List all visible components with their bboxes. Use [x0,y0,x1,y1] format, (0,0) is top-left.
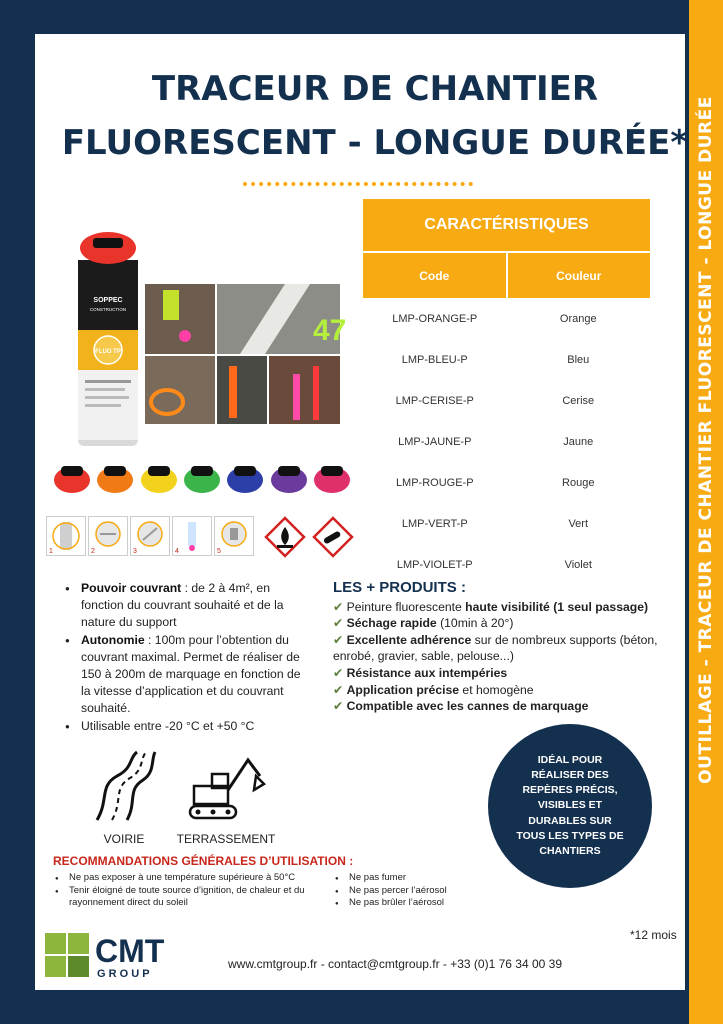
advantage-highlight: Résistance aux intempéries [346,665,508,680]
usage-label-road: VOIRIE [103,832,145,846]
list-item: ● Ne pas exposer à une température supérieure à 50°C [53,872,311,885]
check-icon: ✔ [333,665,344,680]
excavator-icon [186,750,266,822]
recommendations-right [333,872,447,910]
check-icon: ✔ [333,616,344,631]
list-item [333,682,673,699]
cap-blue [226,460,264,494]
check-icon: ✔ [333,699,344,714]
usage-road [69,750,179,846]
usage-steps [46,516,256,556]
svg-text:2: 2 [91,548,95,555]
recommendations-title: RECOMMANDATIONS GÉNÉRALES D’UTILISATION : [53,854,354,868]
can-brand-sub: CONSTRUCTION [89,307,127,312]
title-line-1: TRACEUR DE CHANTIER [151,69,599,109]
application-photos [145,284,347,424]
list-item [333,698,673,715]
product-advantages [333,580,673,715]
list-item [333,665,673,682]
code-cell: LMP-BLEU-P [401,353,468,366]
svg-text:47: 47 [313,314,347,347]
side-band-label: OUTILLAGE - TRACEUR DE CHANTIER FLUORESCENT - LONGUE DURÉE [696,96,716,784]
advantage-text: (10min à 20°) [436,616,514,631]
list-item [63,718,303,735]
gas-cylinder-icon [313,517,353,557]
cap-yellow [140,460,178,494]
hazard-pictograms [265,517,353,557]
feature-text: : de 2 à 4m², en fonction du couvrant souhaité et de la nature du support [81,581,284,630]
step-1-icon [46,516,86,556]
advantage-text: et homogène [459,682,534,697]
advantage-highlight: Excellente adhérence [346,632,472,647]
step-5-icon [214,516,254,556]
step-4-icon [172,516,212,556]
usage-label-earthworks: TERRASSEMENT [176,832,276,846]
recommendations-left [53,872,311,910]
code-cell: LMP-ORANGE-P [392,312,478,325]
list-item: ● Ne pas percer l’aérosol [333,885,447,898]
feature-list [63,580,303,735]
title-divider [243,182,473,186]
advantage-highlight: haute visibilité (1 seul passage) [465,599,649,614]
list-item [333,599,673,616]
footnote: *12 mois [630,928,677,942]
ideal-for-badge [488,724,652,888]
list-item [63,632,303,718]
list-item [333,615,673,632]
list-item: ● Tenir éloigné de toute source d’ignition, de chaleur et du rayonnement direct du soleil [53,885,311,910]
list-item: ● Ne pas brûler l’aérosol [333,897,447,910]
advantage-highlight: Application précise [346,682,460,697]
feature-title: Pouvoir couvrant [81,581,182,595]
check-icon: ✔ [333,632,344,647]
table-row [363,298,650,339]
step-2-icon [88,516,128,556]
cap-green [183,460,221,494]
advantage-highlight: Séchage rapide [346,616,437,631]
list-item: ● Ne pas fumer [333,872,447,885]
cap-violet [270,460,308,494]
title-line-2: FLUORESCENT - LONGUE DURÉE* [61,123,689,163]
code-cell: LMP-ROUGE-P [395,476,474,489]
color-cell: Orange [559,312,597,325]
cap-cerise [313,460,351,494]
cap-red [53,460,91,494]
can-product-name: FLUO TP [95,349,121,355]
table-header-row [363,253,650,298]
color-cell: Rouge [562,476,595,489]
check-icon: ✔ [333,599,344,614]
code-cell: LMP-VIOLET-P [396,558,473,571]
can-brand: SOPPEC [93,297,123,304]
color-cell: Vert [568,517,589,530]
advantages-title: LES + PRODUITS : [333,579,466,596]
usage-earthworks [171,750,281,846]
list-item [333,632,673,665]
advantage-text: Peinture fluorescente [346,599,466,614]
table-row [363,421,650,462]
characteristics-table [363,199,650,585]
cap-color-range [53,460,351,494]
spray-can-image [73,230,143,446]
svg-text:5: 5 [217,548,221,555]
step-3-icon [130,516,170,556]
logo-text: CMT [95,933,165,969]
color-cell: Bleu [567,353,590,366]
color-cell: Cerise [562,394,595,407]
list-item [63,580,303,632]
advantage-highlight: Compatible avec les cannes de marquage [346,699,589,714]
page-title [35,62,715,170]
table-row [363,380,650,421]
cmt-group-logo [45,930,195,980]
advantage-text: sur de nombreux supports (béton, enrobé, gravier, sable, pelouse...) [333,632,658,664]
table-heading: CARACTÉRISTIQUES [363,199,650,251]
code-cell: LMP-JAUNE-P [398,435,472,448]
road-icon [89,750,159,822]
color-cell: Violet [564,558,592,571]
check-icon: ✔ [333,682,344,697]
column-header-code: Code [363,253,506,298]
svg-text:1: 1 [49,548,53,555]
column-header-color: Couleur [508,253,651,298]
svg-text:3: 3 [133,548,137,555]
table-row [363,462,650,503]
flammable-icon [265,517,305,557]
feature-text: : 100m pour l’obtention du couvrant maximal. Permet de réaliser de 150 à 200m de marquage en fonction de la vitesse d’application et du couvrant souhaité. [81,632,301,716]
contact-footer: www.cmtgroup.fr - contact@cmtgroup.fr - +33 (0)1 76 34 00 39 [228,957,562,971]
product-sheet [35,34,689,990]
svg-text:4: 4 [175,548,179,555]
logo-subtext: G R O U P [97,968,150,980]
code-cell: LMP-CERISE-P [395,394,474,407]
safety-recommendations [53,854,473,910]
color-cell: Jaune [563,435,594,448]
badge-text: IDÉAL POUR RÉALISER DES REPÈRES PRÉCIS, VISIBLES ET DURABLES SUR TOUS LES TYPES DE CHANTIERS [516,753,624,857]
feature-text: Utilisable entre -20 °C et +50 °C [81,718,255,733]
table-row [363,503,650,544]
code-cell: LMP-VERT-P [401,517,468,530]
cap-orange [96,460,134,494]
table-row [363,339,650,380]
feature-title: Autonomie [81,632,145,647]
